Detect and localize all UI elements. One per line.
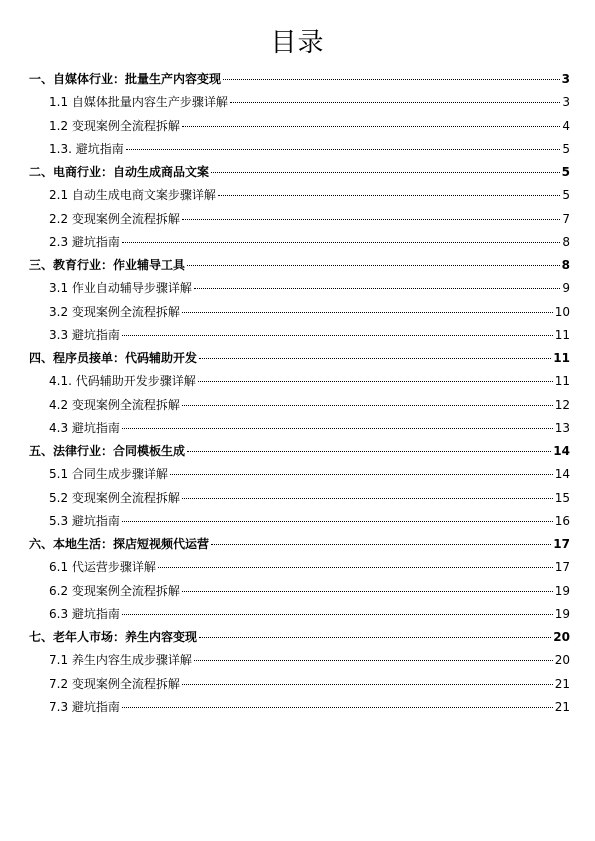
toc-section-entry[interactable]	[29, 324, 570, 347]
toc-section-entry[interactable]	[29, 556, 570, 579]
toc-page-number: 3	[562, 95, 570, 110]
toc-chapter-entry[interactable]	[29, 533, 570, 556]
toc-dot-leader	[230, 102, 560, 103]
toc-dot-leader	[182, 126, 560, 127]
toc-page-number: 5	[562, 141, 570, 156]
toc-dot-leader	[122, 707, 553, 708]
toc-chapter-entry[interactable]	[29, 626, 570, 649]
toc-page-number: 10	[554, 304, 570, 319]
toc-section-entry[interactable]	[29, 580, 570, 603]
toc-chapter-entry[interactable]	[29, 68, 570, 91]
toc-section-entry[interactable]	[29, 115, 570, 138]
toc-section-entry[interactable]	[29, 277, 570, 300]
toc-entry-label: 1.2 变现案例全流程拆解	[49, 118, 180, 133]
toc-section-entry[interactable]	[29, 487, 570, 510]
toc-page-number: 20	[554, 653, 570, 668]
toc-chapter-entry[interactable]	[29, 254, 570, 277]
toc-dot-leader	[187, 265, 560, 266]
toc-dot-leader	[194, 288, 560, 289]
toc-entry-label: 6.3 避坑指南	[49, 606, 120, 621]
toc-section-entry[interactable]	[29, 91, 570, 114]
toc-entry-label: 2.3 避坑指南	[49, 234, 120, 249]
toc-section-entry[interactable]	[29, 417, 570, 440]
toc-dot-leader	[187, 451, 551, 452]
toc-entry-label: 5.3 避坑指南	[49, 513, 120, 528]
toc-dot-leader	[218, 195, 560, 196]
toc-section-entry[interactable]	[29, 603, 570, 626]
toc-chapter-entry[interactable]	[29, 440, 570, 463]
toc-dot-leader	[199, 358, 551, 359]
toc-entry-label: 5.1 合同生成步骤详解	[49, 467, 168, 482]
toc-dot-leader	[211, 544, 551, 545]
toc-section-entry[interactable]	[29, 184, 570, 207]
toc-page-number: 19	[554, 606, 570, 621]
toc-entry-label: 6.1 代运营步骤详解	[49, 560, 156, 575]
toc-section-entry[interactable]	[29, 231, 570, 254]
toc-entry-label: 3.3 避坑指南	[49, 327, 120, 342]
toc-page-number: 7	[562, 211, 570, 226]
toc-page-number: 3	[561, 72, 570, 86]
toc-entry-label: 七、老年人市场：养生内容变现	[29, 630, 198, 644]
toc-section-entry[interactable]	[29, 696, 570, 719]
toc-dot-leader	[223, 79, 560, 80]
toc-section-entry[interactable]	[29, 370, 570, 393]
toc-section-entry[interactable]	[29, 510, 570, 533]
toc-entry-label: 1.1 自媒体批量内容生产步骤详解	[49, 95, 228, 110]
toc-entry-label: 4.1. 代码辅助开发步骤详解	[49, 374, 196, 389]
toc-dot-leader	[182, 312, 553, 313]
toc-entry-label: 4.2 变现案例全流程拆解	[49, 397, 180, 412]
toc-page-number: 17	[553, 537, 570, 551]
toc-dot-leader	[182, 219, 560, 220]
toc-entry-label: 六、本地生活：探店短视频代运营	[29, 537, 210, 551]
toc-page-number: 9	[562, 281, 570, 296]
toc-page-number: 5	[561, 165, 570, 179]
toc-page-number: 20	[553, 630, 570, 644]
toc-page-number: 5	[562, 188, 570, 203]
toc-page-number: 11	[553, 351, 570, 365]
toc-entry-label: 2.2 变现案例全流程拆解	[49, 211, 180, 226]
toc-dot-leader	[122, 521, 553, 522]
toc-entry-label: 6.2 变现案例全流程拆解	[49, 583, 180, 598]
toc-entry-label: 二、电商行业：自动生成商品文案	[29, 165, 210, 179]
toc-page-number: 4	[562, 118, 570, 133]
toc-dot-leader	[126, 149, 561, 150]
toc-chapter-entry[interactable]	[29, 161, 570, 184]
toc-entry-label: 4.3 避坑指南	[49, 420, 120, 435]
toc-dot-leader	[122, 242, 560, 243]
toc-section-entry[interactable]	[29, 649, 570, 672]
toc-page-number: 8	[561, 258, 570, 272]
toc-dot-leader	[122, 335, 553, 336]
toc-dot-leader	[170, 474, 553, 475]
toc-dot-leader	[182, 405, 553, 406]
toc-page-number: 15	[554, 490, 570, 505]
toc-dot-leader	[158, 567, 553, 568]
toc-page-number: 12	[554, 397, 570, 412]
toc-dot-leader	[122, 614, 553, 615]
table-of-contents	[29, 68, 570, 719]
toc-entry-label: 7.2 变现案例全流程拆解	[49, 676, 180, 691]
toc-dot-leader	[182, 684, 553, 685]
toc-entry-label: 三、教育行业：作业辅导工具	[29, 258, 186, 272]
toc-section-entry[interactable]	[29, 138, 570, 161]
toc-page-number: 16	[554, 513, 570, 528]
toc-dot-leader	[122, 428, 553, 429]
toc-entry-label: 7.3 避坑指南	[49, 699, 120, 714]
toc-page-number: 21	[554, 699, 570, 714]
toc-dot-leader	[198, 381, 553, 382]
toc-entry-label: 7.1 养生内容生成步骤详解	[49, 653, 192, 668]
toc-page-number: 8	[562, 234, 570, 249]
toc-page-number: 13	[554, 420, 570, 435]
toc-page-number: 11	[554, 327, 570, 342]
toc-entry-label: 四、程序员接单：代码辅助开发	[29, 351, 198, 365]
toc-title: 目录	[270, 28, 325, 58]
toc-dot-leader	[182, 591, 553, 592]
toc-page-number: 14	[553, 444, 570, 458]
toc-section-entry[interactable]	[29, 208, 570, 231]
toc-entry-label: 一、自媒体行业：批量生产内容变现	[29, 72, 222, 86]
toc-entry-label: 1.3. 避坑指南	[49, 141, 124, 156]
toc-page-number: 19	[554, 583, 570, 598]
toc-page-number: 17	[554, 560, 570, 575]
toc-section-entry[interactable]	[29, 394, 570, 417]
toc-dot-leader	[194, 660, 553, 661]
toc-entry-label: 2.1 自动生成电商文案步骤详解	[49, 188, 216, 203]
toc-page-number: 21	[554, 676, 570, 691]
toc-section-entry[interactable]	[29, 673, 570, 696]
toc-entry-label: 3.1 作业自动辅导步骤详解	[49, 281, 192, 296]
toc-page-number: 14	[554, 467, 570, 482]
toc-entry-label: 5.2 变现案例全流程拆解	[49, 490, 180, 505]
toc-entry-label: 3.2 变现案例全流程拆解	[49, 304, 180, 319]
toc-dot-leader	[182, 498, 553, 499]
toc-chapter-entry[interactable]	[29, 347, 570, 370]
toc-page-number: 11	[554, 374, 570, 389]
toc-entry-label: 五、法律行业：合同模板生成	[29, 444, 186, 458]
toc-section-entry[interactable]	[29, 463, 570, 486]
toc-dot-leader	[199, 637, 551, 638]
toc-section-entry[interactable]	[29, 301, 570, 324]
toc-dot-leader	[211, 172, 560, 173]
